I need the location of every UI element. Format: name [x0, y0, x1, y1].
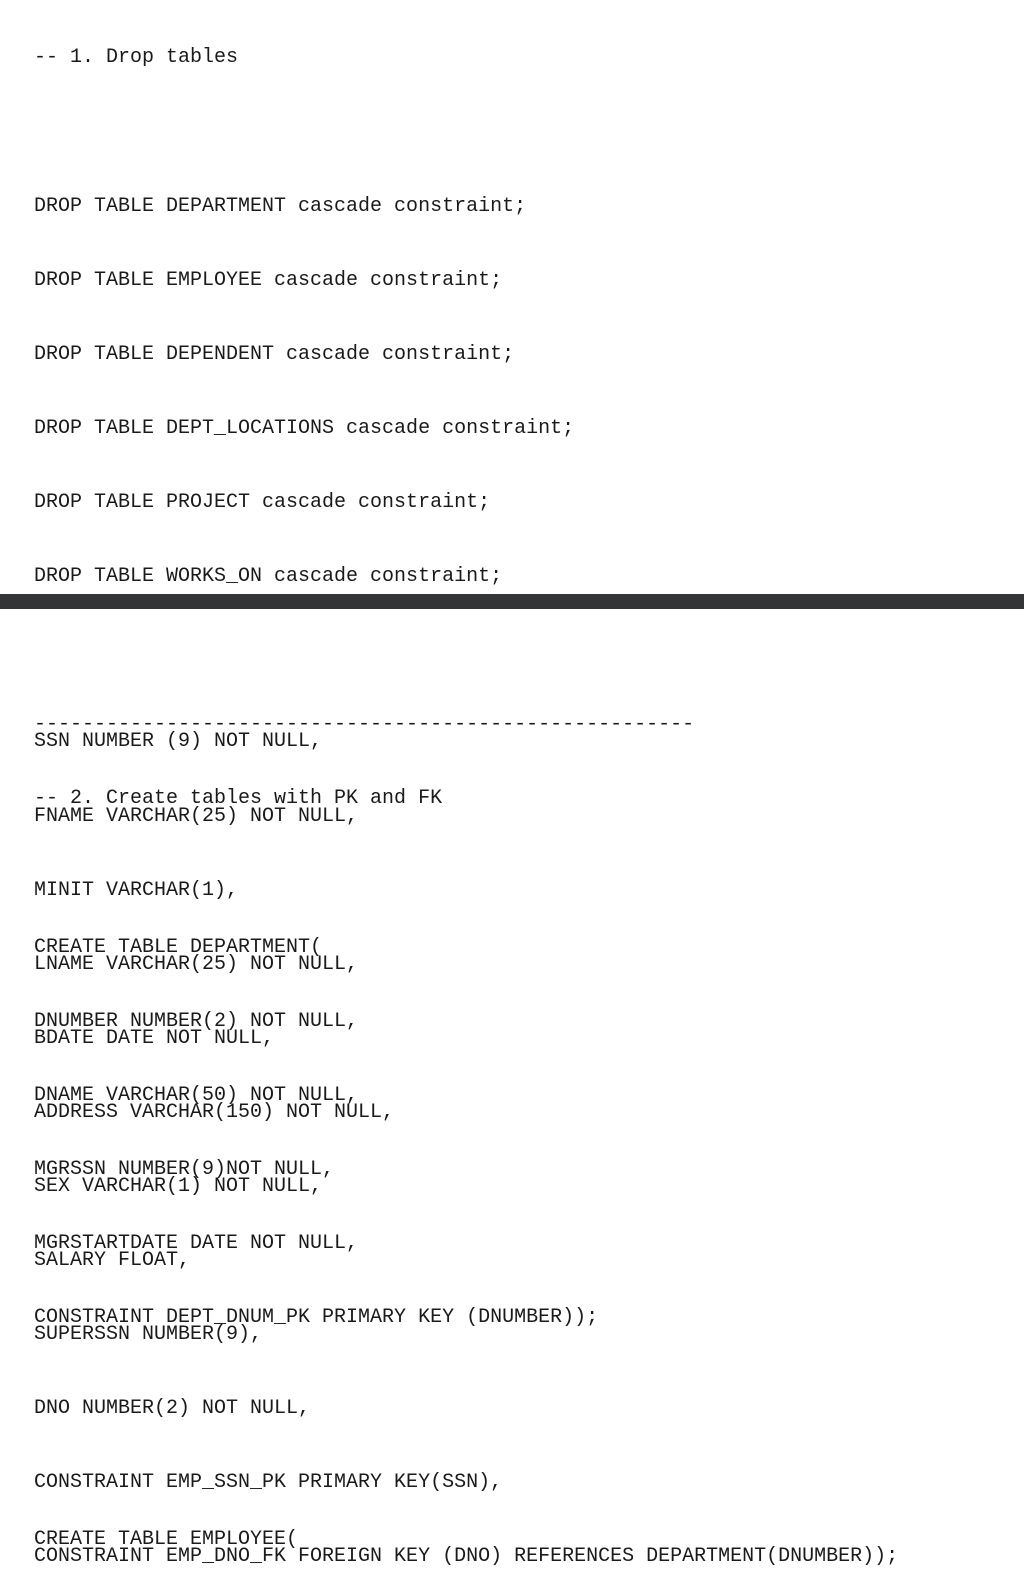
comment-create-tables: -- 2. Create tables with PK and FK: [34, 787, 443, 811]
drop-dept-locations-stmt: DROP TABLE DEPT_LOCATIONS cascade constraint;: [34, 416, 575, 440]
constraint-emp-fk: CONSTRAINT EMP_DNO_FK FOREIGN KEY (DNO) REFERENCES DEPARTMENT(DNUMBER));: [34, 1545, 899, 1569]
drop-employee-stmt: DROP TABLE EMPLOYEE cascade constraint;: [34, 268, 503, 292]
comment-drop-tables: -- 1. Drop tables: [34, 46, 239, 70]
column-ssn: SSN NUMBER (9) NOT NULL,: [34, 730, 323, 754]
separator-comment-line: -------------------------------------------------------: [34, 713, 695, 737]
drop-dependent-stmt: DROP TABLE DEPENDENT cascade constraint;: [34, 342, 515, 366]
column-mgrssn: MGRSSN NUMBER(9)NOT NULL,: [34, 1157, 335, 1181]
drop-project-stmt: DROP TABLE PROJECT cascade constraint;: [34, 490, 491, 514]
column-fname: FNAME VARCHAR(25) NOT NULL,: [34, 804, 359, 828]
drop-department-stmt: DROP TABLE DEPARTMENT cascade constraint;: [34, 194, 527, 218]
constraint-dept-pk: CONSTRAINT DEPT_DNUM_PK PRIMARY KEY (DNUMBER));: [34, 1306, 599, 1329]
column-address: ADDRESS VARCHAR(150) NOT NULL,: [34, 1100, 395, 1124]
column-superssn: SUPERSSN NUMBER(9),: [34, 1323, 263, 1347]
column-lname: LNAME VARCHAR(25) NOT NULL,: [34, 952, 359, 976]
blank-line: [34, 639, 694, 664]
column-sex: SEX VARCHAR(1) NOT NULL,: [34, 1174, 323, 1198]
column-mgrstartdate: MGRSTARTDATE DATE NOT NULL,: [34, 1231, 359, 1255]
column-dname: DNAME VARCHAR(50) NOT NULL,: [34, 1083, 359, 1107]
column-minit: MINIT VARCHAR(1),: [34, 878, 239, 902]
blank-line: [34, 121, 694, 146]
create-department-stmt: CREATE TABLE DEPARTMENT(: [34, 935, 323, 959]
constraint-emp-pk: CONSTRAINT EMP_SSN_PK PRIMARY KEY(SSN),: [34, 1471, 503, 1495]
column-bdate: BDATE DATE NOT NULL,: [34, 1026, 275, 1050]
create-employee-stmt: CREATE TABLE EMPLOYEE(: [34, 1528, 299, 1552]
drop-works-on-stmt: DROP TABLE WORKS_ON cascade constraint;: [34, 565, 503, 589]
column-dno: DNO NUMBER(2) NOT NULL,: [34, 1397, 311, 1421]
sql-code-block-bottom: [34, 681, 898, 1595]
page-divider: [0, 594, 1024, 609]
column-dnumber: DNUMBER NUMBER(2) NOT NULL,: [34, 1009, 359, 1033]
column-salary: SALARY FLOAT,: [34, 1249, 191, 1273]
